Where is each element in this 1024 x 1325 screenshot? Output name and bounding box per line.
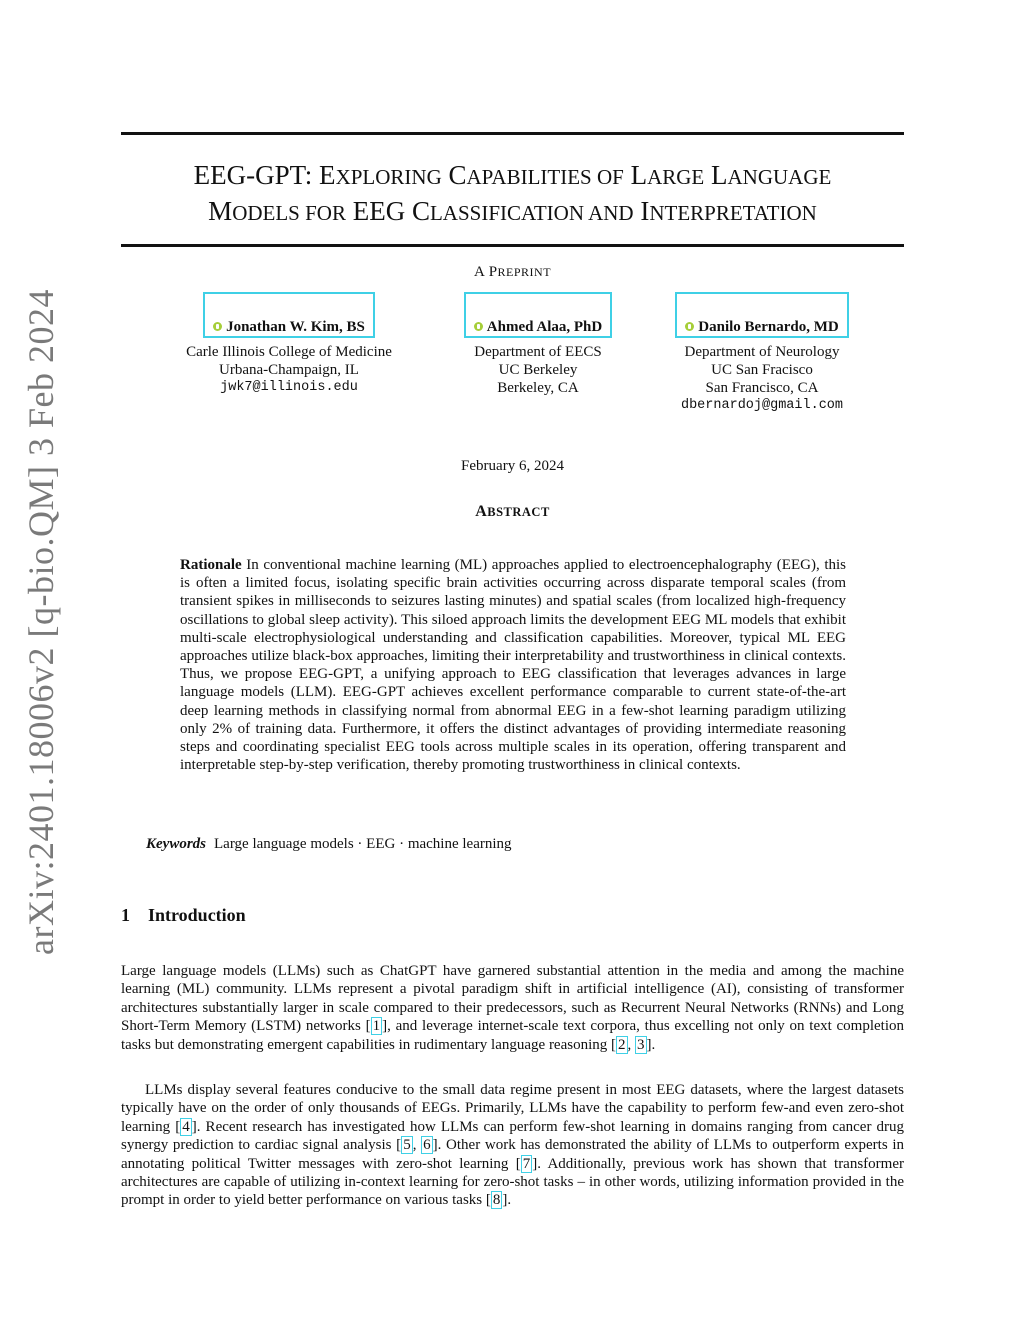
- author-name-link[interactable]: Ahmed Alaa, PhD: [464, 292, 612, 338]
- author-institution: UC Berkeley: [498, 362, 578, 378]
- author-name-link[interactable]: Danilo Bernardo, MD: [675, 292, 849, 338]
- citation-link[interactable]: 7: [522, 1155, 531, 1172]
- author-email[interactable]: jwk7@illinois.edu: [220, 380, 358, 395]
- keywords: [146, 836, 512, 853]
- citation-link[interactable]: 8: [492, 1192, 501, 1209]
- title-rule-bottom: [121, 244, 904, 247]
- author-affiliation: Carle Illinois College of Medicine: [186, 344, 392, 360]
- abstract-body-text: In conventional machine learning (ML) approaches applied to electroencephalography (EEG), this is often a limited focus, isolating specific brain activities occurring across disparate temporal scales (from transient spikes in milliseconds to seizures lasting minutes) and spatial scales (from localized high-frequency oscillations to global sleep activity). This siloed approach limits the development EEG ML models that exhibit multi-scale electrophysiological understanding and classification capabilities. Moreover, typical ML EEG approaches utilize black-box approaches, limiting their interpretability and trustworthiness in clinical contexts. Thus, we propose EEG-GPT, a unifying approach to EEG classification that leverages advances in large language models (LLM). EEG-GPT achieves excellent performance comparable to current state-of-the-art deep learning methods in classifying normal from abnormal EEG in a few-shot learning paradigm utilizing only 2% of training data. Furthermore, it offers the distinct advantages of providing intermediate reasoning steps and coordinating specialist EEG tools across multiple scales in its operation, offering transparent and interpretable step-by-step verification, thereby promoting trustworthiness in clinical contexts.: [180, 557, 846, 774]
- author-location: Berkeley, CA: [497, 380, 579, 396]
- publication-date: February 6, 2024: [461, 458, 564, 474]
- intro-paragraph-2: LLMs display several features conducive to the small data regime present in most EEG datasets, where the largest datasets typically have on the order of only thousands of EEGs. Primarily, LLMs have the capability to perform few-and even zero-shot learning [ 4 ]. Recent research has investigated how LLMs can perform few-shot learning in domains ranging from cancer drug synergy prediction to cardiac signal analysis [ 5 , 6 ]. Other work has demonstrated the ability of LLMs to outperform experts in annotating political Twitter messages with zero-shot learning [ 7 ]. Additionally, previous work has shown that transformer architectures are capable of utilizing in-context learning for zero-shot tasks – in other words, utilizing information provided in the prompt in order to yield better performance on various tasks [ 8 ].: [121, 1082, 905, 1209]
- citation-link[interactable]: 2: [618, 1036, 626, 1053]
- citation-link[interactable]: 6: [423, 1137, 431, 1154]
- abstract-heading: ABSTRACT: [475, 503, 550, 520]
- author-email[interactable]: dbernardoj@gmail.com: [680, 398, 844, 413]
- arxiv-identifier[interactable]: arXiv:2401.18006v2 [q-bio.QM] 3 Feb 2024: [21, 289, 61, 955]
- preprint-label: A PREPRINT: [473, 264, 552, 280]
- citation-link[interactable]: 4: [182, 1118, 190, 1135]
- author-block-kim: [174, 292, 404, 397]
- keywords-label: Keywords: [146, 836, 206, 852]
- citation-link[interactable]: 3: [637, 1036, 645, 1053]
- orcid-icon[interactable]: [213, 322, 222, 331]
- title-line-1: EEG-GPT: EXPLORING CAPABILITIES OF LARGE LANGUAGE: [193, 160, 832, 190]
- author-location: San Francisco, CA: [705, 380, 819, 396]
- author-affiliation: Department of EECS: [474, 344, 602, 360]
- citation-link[interactable]: 5: [403, 1137, 411, 1154]
- author-block-alaa: [448, 292, 628, 397]
- paper-title: [121, 158, 904, 230]
- orcid-icon[interactable]: [474, 322, 483, 331]
- abstract-lead: Rationale: [180, 557, 242, 573]
- section-heading-introduction: 1 Introduction: [121, 905, 246, 925]
- author-block-bernardo: [664, 292, 860, 415]
- author-location: Urbana-Champaign, IL: [219, 362, 359, 378]
- abstract-text: [180, 556, 846, 774]
- orcid-icon[interactable]: [685, 322, 694, 331]
- author-affiliation: Department of Neurology: [684, 344, 840, 360]
- author-institution: UC San Fracisco: [711, 362, 813, 378]
- title-line-2: MODELS FOR EEG CLASSIFICATION AND INTERPRETATION: [208, 196, 817, 226]
- author-name-link[interactable]: Jonathan W. Kim, BS: [203, 292, 375, 338]
- title-rule-top: [121, 132, 904, 135]
- citation-link[interactable]: 1: [372, 1018, 381, 1035]
- intro-paragraph-1: Large language models (LLMs) such as ChatGPT have garnered substantial attention in the media and among the machine learning (ML) community. LLMs represent a pivotal paradigm shift in artificial intelligence (AI), consisting of transformer architectures substantially larger in scale compared to their predecessors, such as Recurrent Neural Networks (RNNs) and Long Short-Term Memory (LSTM) networks [ 1 ], and leverage internet-scale text corpora, thus excelling not only on text completion tasks but demonstrating emergent capabilities in rudimentary language reasoning [ 2 , 3 ].: [121, 963, 905, 1053]
- keywords-list: Large language models · EEG · machine learning: [214, 836, 512, 852]
